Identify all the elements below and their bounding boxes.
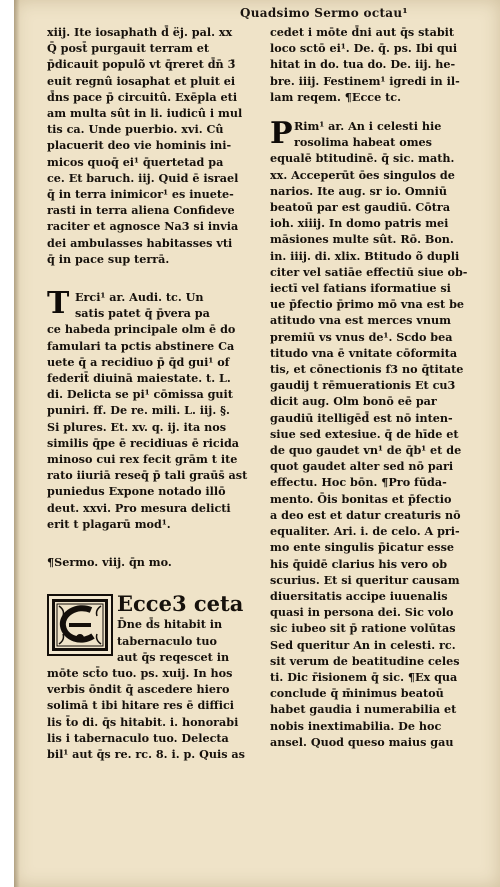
text-line: xx. Acceperūt ōes singulos de	[270, 167, 455, 182]
text-line: in. iiij. di. xlix. Btitudo õ dupli	[270, 248, 460, 263]
text-line: bil¹ aut q̄s re. rc. 8. i. p. Quis as	[47, 746, 245, 761]
right-paragraph-2-body	[270, 150, 482, 750]
text-line: atitudo vna est merces vnum	[270, 313, 451, 328]
text-line: aut q̄s reqescet in	[117, 649, 230, 664]
text-line: similis q̄pe ē recidiuas ē ricida	[47, 435, 240, 450]
text-line: deut. xxvi. Pro mesura delicti	[47, 500, 231, 515]
right-column	[270, 24, 482, 750]
text-line: euit regnû iosaphat et pluit ei	[47, 73, 236, 88]
text-line: p̄dicauit populõ vt q̄reret d̄n̄ 3̄	[47, 57, 236, 72]
text-line: D̄ne d̄s hitabit in	[117, 617, 223, 632]
text-line: nobis inextimabilia. De hoc	[270, 718, 442, 733]
text-line: bre. iiij. Festinem¹ igredi in il-	[270, 73, 460, 88]
text-line: sit verum de beatitudine celes	[270, 653, 460, 668]
text-line: citer vel satiāe effectiū siue ob-	[270, 264, 468, 279]
text-line: quasi in persona dei. Sic volo	[270, 605, 454, 620]
text-line: puniri. ff. De re. mili. L. iij. §.	[47, 403, 230, 418]
text-line: federit̄ diuinā maiestate. t. L.	[47, 371, 231, 386]
text-line: effectu. Hoc bōn. ¶Pro fūda-	[270, 475, 447, 490]
text-line: conclude q̄ m̄inimus beatoū	[270, 686, 444, 701]
text-line: d̄ns pace p̄ circuitû. Exēpla eti	[47, 89, 238, 104]
text-line: dicit aug. Olm bonō eē par	[270, 394, 437, 409]
sermon-opening	[47, 592, 259, 665]
text-line: verbis ōndit q̄ ascedere hiero	[47, 682, 230, 697]
text-line: famulari ta pctis abstinere Ca	[47, 338, 235, 353]
text-line: narios. Ite aug. sr io. Omniū	[270, 183, 447, 198]
initial-letter-p: P	[270, 116, 293, 152]
text-line: tis, et cōnectionis f3 no q̄titate	[270, 362, 464, 377]
text-line: Si plures. Et. xv. q. ij. ita nos	[47, 419, 227, 434]
text-line: loco sctō ei¹. De. q̄. ps. Ibi qui	[270, 41, 458, 56]
running-header: Quadsimo Sermo octau¹	[240, 6, 408, 20]
left-column	[47, 24, 259, 762]
text-line: raciter et agnosce Na3 si invia	[47, 219, 239, 234]
text-line: māsiones multe sût. Rō. Bon.	[270, 232, 454, 247]
text-line: di. Delicta se pi¹ cōmissa guit	[47, 387, 233, 402]
book-page	[14, 0, 500, 887]
text-line: puniedus Expone notado illō	[47, 484, 226, 499]
text-line: micos quoq̄ ei¹ q̄uertetad pa	[47, 154, 224, 169]
text-line: Erci¹ ar. Audi. tc. Un	[75, 290, 204, 305]
text-line: Rim¹ ar. An i celesti hie	[294, 119, 442, 134]
text-line: rosolima habeat omes	[294, 135, 432, 150]
text-line: lam reqem. ¶Ecce tc.	[270, 89, 401, 104]
text-line: ce habeda principale olm ē do	[47, 322, 236, 337]
text-line: quot gaudet alter sed nō pari	[270, 459, 454, 474]
sermon-title: Ecce3 ceta	[117, 591, 244, 617]
left-paragraph-2-body	[47, 338, 259, 532]
text-line: rasti in terra aliena Confideve	[47, 203, 235, 218]
text-line: ce. Et baruch. iij. Quid ē israel	[47, 170, 239, 185]
text-line: de quo gaudet vn¹ de q̄b¹ et de	[270, 443, 462, 458]
text-line: scurius. Et si queritur causam	[270, 572, 460, 587]
text-line: mento. Ōis bonitas et p̄fectio	[270, 491, 452, 506]
text-line: satis patet q̄ p̄vera pa	[75, 306, 210, 321]
left-paragraph-2	[47, 286, 259, 338]
section-heading: ¶Sermo. viij. q̄n mo.	[47, 555, 172, 570]
initial-letter-t: T	[47, 286, 70, 322]
text-line: Q̄ post̄ purgauit terram et	[47, 41, 209, 56]
text-line: habet gaudia i numerabilia et	[270, 702, 457, 717]
text-line: premiū vs vnus de¹. Scdo bea	[270, 329, 453, 344]
text-line: dei ambulasses habitasses vti	[47, 235, 233, 250]
text-line: xiij. Ite iosaphath d̄ ëj. pal. xx	[47, 25, 233, 39]
text-line: titudo vna ē vnitate cōformita	[270, 345, 458, 360]
text-line: placuerit deo vie hominis ini-	[47, 138, 232, 153]
right-paragraph-2	[270, 118, 482, 150]
text-line: diuersitatis accipe iuuenalis	[270, 588, 448, 603]
text-line: beatoū par est gaudiū. Cōtra	[270, 200, 451, 215]
text-line: ioh. xiiij. In domo patris mei	[270, 216, 449, 231]
text-line: gaudiū itelligēd̄ est nō inten-	[270, 410, 453, 425]
text-line: siue sed extesiue. q̄ de hīde et	[270, 426, 459, 441]
text-line: iectī vel fatians iformatiue si	[270, 281, 451, 296]
text-line: mōte sct̄o tuo. ps. xuij. In hos	[47, 665, 233, 680]
left-paragraph-3	[47, 665, 259, 762]
text-line: am multa sût in li. iudicû i mul	[47, 106, 243, 121]
text-line: erit t plagarū mod¹.	[47, 516, 171, 531]
text-line: solimā t ibi hitare res ē diffici	[47, 698, 235, 713]
text-line: lis t̄o di. q̄s hitabit. i. honorabi	[47, 714, 239, 729]
woodcut-initial-icon	[47, 594, 113, 656]
text-line: a deo est et datur creaturis nō	[270, 507, 461, 522]
right-paragraph-1	[270, 24, 482, 105]
text-line: minoso cui rex fecit grām t ite	[47, 452, 238, 467]
text-line: rato iiuriā reseq̄ p̄ tali graūs̄ ast	[47, 468, 248, 483]
text-line: tabernaculo tuo	[117, 633, 217, 648]
left-paragraph-1	[47, 24, 259, 267]
text-line: equalē btitudinē. q̄ sic. math.	[270, 151, 455, 166]
text-line: ue p̄fectio p̄rimo mō vna est be	[270, 297, 465, 312]
text-line: q̄ in pace sup terrā.	[47, 251, 170, 266]
text-line: mo ente singulis p̄icatur esse	[270, 540, 455, 555]
text-line: ti. Dic r̄isionem q̄ sic. ¶Ex qua	[270, 669, 458, 684]
text-line: q̄ in terra inimicor¹ es inuete-	[47, 187, 234, 202]
text-line: Sed queritur An in celesti. rc.	[270, 637, 456, 652]
text-line: lis i tabernaculo tuo. Delecta	[47, 730, 229, 745]
text-line: hitat in do. tua do. De. iij. he-	[270, 57, 456, 72]
text-line: his q̄uidē clarius his vero ob	[270, 556, 448, 571]
text-line: uete q̄ a recidiuo p̄ q̄d gui¹ of	[47, 354, 230, 369]
text-line: ansel. Quod queso maius gau	[270, 734, 454, 749]
text-line: tis ca. Unde puerbio. xvi. Cû	[47, 122, 224, 137]
text-line: equaliter. Ari. i. de celo. A pri-	[270, 524, 460, 539]
text-line: sic iubeo sit p̄ ratione volūtas	[270, 621, 456, 636]
text-line: cedet i mōte d̄ni aut q̄s stabit	[270, 25, 455, 39]
text-line: gaudij t rēmuerationis Et cu3	[270, 378, 456, 393]
